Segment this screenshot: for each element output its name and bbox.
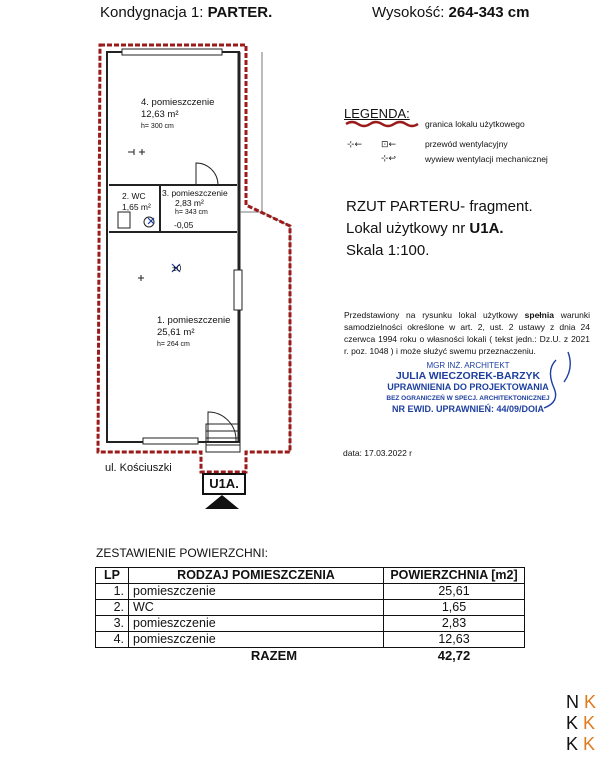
legend-item-boundary: granica lokalu użytkowego [425,119,525,129]
stamp-line-title: MGR INŻ. ARCHITEKT [426,361,510,370]
row-lp: 3. [96,616,129,632]
row-area: 12,63 [384,632,525,648]
room-3-area: 2,83 m² [175,198,204,208]
row-area: 25,61 [384,584,525,600]
vent-duct-icon [128,149,134,155]
logo-letter: K [566,734,579,754]
scale-line: Skala 1:100. [346,242,430,259]
row-lp: 1. [96,584,129,600]
level-prefix: Kondygnacja 1: [100,4,208,21]
window-top [122,49,222,55]
table-row [96,600,525,616]
logo-letter: K [566,713,579,733]
entrance-arrow-icon [205,495,239,509]
height-value: 264-343 cm [448,4,530,21]
unit-number-prefix: Lokal użytkowy nr [346,220,470,237]
legend-boundary-icon [346,122,418,126]
vent-duct-icon [138,275,144,281]
total-spacer [96,648,129,664]
room-2-name: 2. WC [122,191,146,201]
description-bold: spełnia [524,310,554,320]
table-row [96,616,525,632]
logo-letter: N [566,692,579,712]
room-4-name: 4. pomieszczenie [141,97,215,108]
logo-row [566,734,596,755]
stamp-line-number: NR EWID. UPRAWNIEŃ: 44/09/DOIA [391,404,545,414]
height-prefix: Wysokość: [372,4,449,21]
door-room4 [196,163,218,185]
unit-number-line [346,218,533,240]
room-1-label [157,315,230,351]
legend-fan-icon: ⊹↩ [381,154,397,164]
level-name: PARTER. [207,4,273,21]
street-label: ul. Kościuszki [105,462,172,474]
total-label: RAZEM [250,648,298,663]
row-lp: 4. [96,632,129,648]
architect-stamp [352,360,584,415]
total-value: 42,72 [437,648,471,663]
room-3-height: h= 343 cm [175,209,208,216]
description-paragraph [344,309,590,357]
room-4-height: h= 300 cm [141,123,174,130]
vent-duct-icon [139,149,145,155]
room-3-name: 3. pomieszczenie [162,188,228,198]
header-room-type: RODZAJ POMIESZCZENIA [129,568,384,584]
window-bottom [143,438,198,444]
header-lp: LP [96,568,129,584]
logo-letter: K [583,713,596,733]
vent-symbols [128,149,145,281]
entrance-tag: U1A. [202,473,246,495]
plan-title: RZUT PARTERU- fragment. [346,198,533,215]
room-1-name: 1. pomieszczenie [157,315,231,326]
row-name: pomieszczenie [129,616,384,632]
header-area: POWIERZCHNIA [m2] [384,568,525,584]
room-3-label [162,188,228,218]
row-area: 1,65 [384,600,525,616]
legend-item-duct: przewód wentylacyjny [425,139,508,149]
legend-duct-icon: ⊹← [347,140,363,150]
row-name: pomieszczenie [129,632,384,648]
door-entrance [208,412,236,441]
legend-item-fan: wywiew wentylacji mechanicznej [425,154,548,164]
window-right [234,270,242,310]
wc-fixtures [118,212,154,228]
room-2-area: 1,65 m² [122,202,151,212]
logo-row [566,713,596,734]
room-1-area: 25,61 m² [157,327,195,338]
stamp-line-scope: BEZ OGRANICZEŃ W SPECJ. ARCHITEKTONICZNEJ [386,395,550,402]
row-lp: 2. [96,600,129,616]
area-table [95,567,525,663]
logo-letter: K [583,734,596,754]
logo-letter: K [584,692,597,712]
table-row [96,632,525,648]
toilet [118,212,130,228]
description-part1: Przedstawiony na rysunku lokal użytkowy [344,310,525,320]
date-label: data: 17.03.2022 r [343,448,413,458]
legend-duct-icon: ⊡← [381,140,397,150]
legend-title: LEGENDA: [344,106,410,121]
table-title: ZESTAWIENIE POWIERZCHNI: [96,546,269,560]
stamp-line-permissions: UPRAWNIENIA DO PROJEKTOWANIA [387,382,549,392]
row-area: 2,83 [384,616,525,632]
company-logo [566,692,596,755]
room-4-label [141,97,214,133]
unit-number-code: U1A. [469,220,504,237]
table-row [96,584,525,600]
level-mark-zero: ±0 [172,263,182,273]
logo-row [566,692,596,713]
plan-title-block [346,196,533,262]
row-name: pomieszczenie [129,584,384,600]
table-header-row [96,568,525,584]
table-total-row [96,648,525,664]
room-2-label [122,191,151,213]
level-mark-minus: -0,05 [174,220,194,230]
description-part2: warunki samodzielności określone w art. 2, ust. 2 ustawy z dnia 24 czerwca 1994 roku o własności lokali ( tekst jedn.: Dz.U. z 2021 r. poz. 1048 ) i może służyć swemu przeznaczeniu. [344,310,590,356]
room-4-area: 12,63 m² [141,109,179,120]
row-name: WC [129,600,384,616]
stamp-line-name: JULIA WIECZOREK-BARZYK [395,370,541,382]
room-1-height: h= 264 cm [157,341,190,348]
